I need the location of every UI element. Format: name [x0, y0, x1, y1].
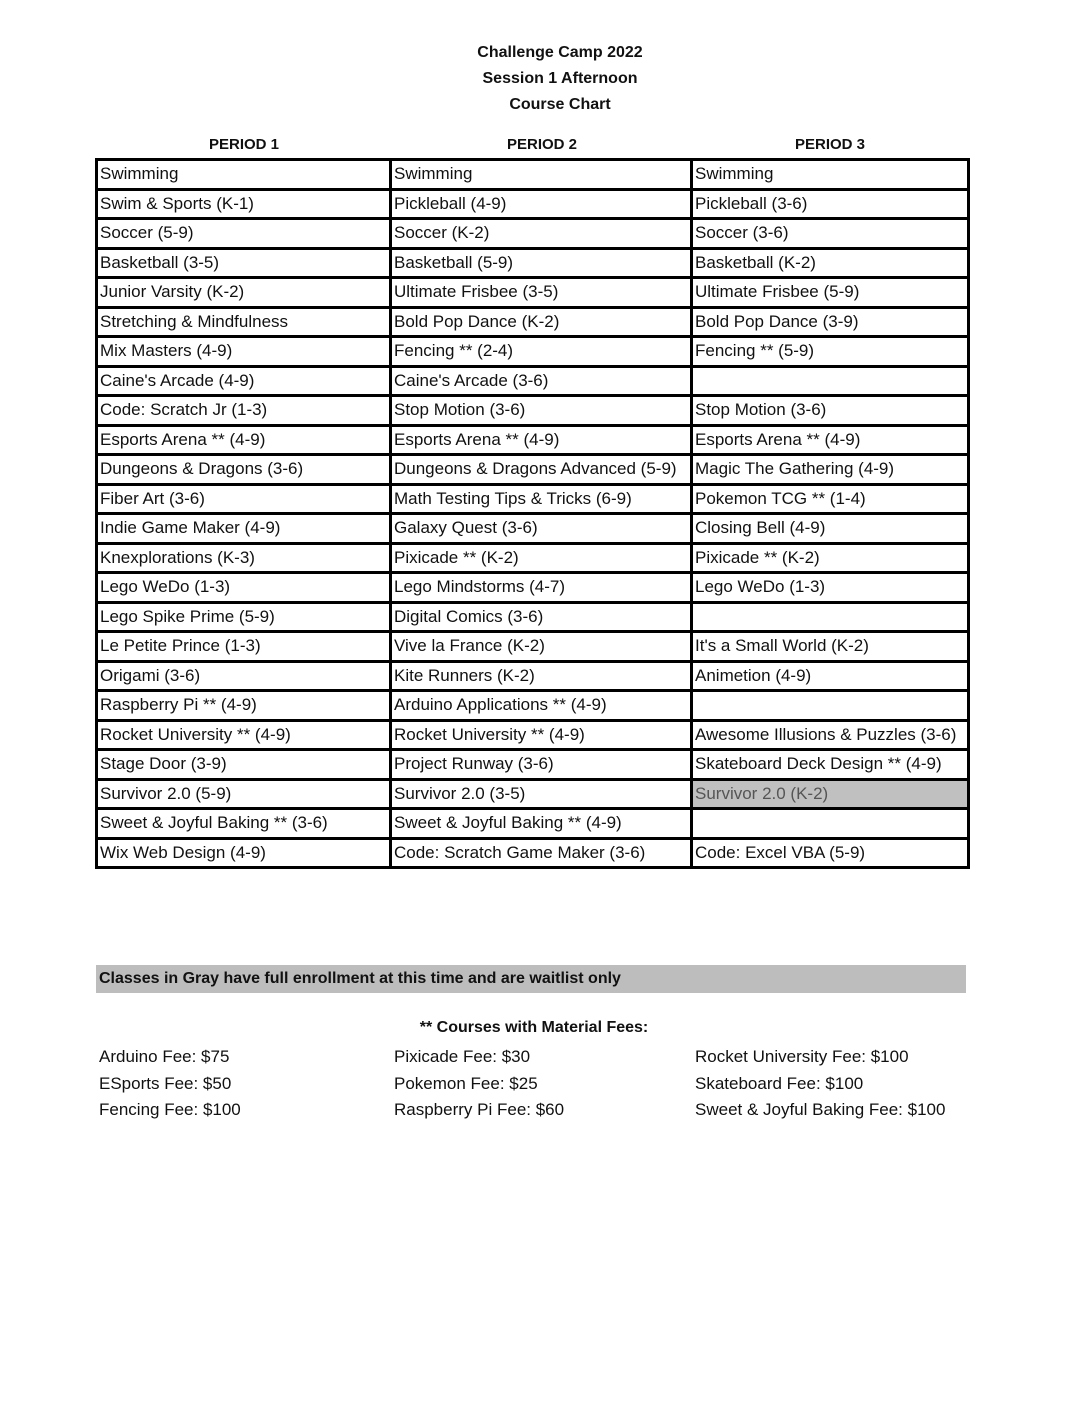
course-cell: Lego WeDo (1-3): [97, 573, 391, 603]
course-cell: Code: Scratch Game Maker (3-6): [391, 838, 692, 868]
course-cell: Animetion (4-9): [692, 661, 969, 691]
course-row: [97, 278, 969, 308]
course-cell: Pokemon TCG ** (1-4): [692, 484, 969, 514]
course-cell: Esports Arena ** (4-9): [391, 425, 692, 455]
course-cell: Le Petite Prince (1-3): [97, 632, 391, 662]
period-2-header: PERIOD 2: [506, 136, 578, 153]
course-cell: Mix Masters (4-9): [97, 337, 391, 367]
course-cell: Bold Pop Dance (3-9): [692, 307, 969, 337]
course-table: [95, 158, 970, 869]
course-row: [97, 573, 969, 603]
course-cell: Origami (3-6): [97, 661, 391, 691]
course-cell: Esports Arena ** (4-9): [692, 425, 969, 455]
course-cell: Swimming: [391, 160, 692, 190]
course-cell: Indie Game Maker (4-9): [97, 514, 391, 544]
waitlist-notice: Classes in Gray have full enrollment at this time and are waitlist only: [96, 965, 966, 993]
course-cell: Code: Scratch Jr (1-3): [97, 396, 391, 426]
course-cell: Pixicade ** (K-2): [692, 543, 969, 573]
course-row: [97, 396, 969, 426]
course-cell: Soccer (5-9): [97, 219, 391, 249]
course-cell: Dungeons & Dragons (3-6): [97, 455, 391, 485]
course-row: [97, 691, 969, 721]
course-cell: Basketball (3-5): [97, 248, 391, 278]
course-row: [97, 219, 969, 249]
course-cell: Ultimate Frisbee (5-9): [692, 278, 969, 308]
course-cell: Stage Door (3-9): [97, 750, 391, 780]
course-cell: Dungeons & Dragons Advanced (5-9): [391, 455, 692, 485]
fee-item: Rocket University Fee: $100: [695, 1047, 909, 1066]
fee-item: ESports Fee: $50: [99, 1073, 232, 1093]
course-cell: Ultimate Frisbee (3-5): [391, 278, 692, 308]
fee-item: Pixicade Fee: $30: [394, 1047, 531, 1066]
course-cell: [692, 366, 969, 396]
fees-title: ** Courses with Material Fees:: [419, 1019, 649, 1036]
course-cell: Fiber Art (3-6): [97, 484, 391, 514]
fee-item: Fencing Fee: $100: [99, 1100, 241, 1119]
course-cell: Lego Mindstorms (4-7): [391, 573, 692, 603]
course-cell: Skateboard Deck Design ** (4-9): [692, 750, 969, 780]
course-cell: Digital Comics (3-6): [391, 602, 692, 632]
course-row: [97, 425, 969, 455]
fees-column-3: [695, 1044, 945, 1124]
course-cell: Pickleball (4-9): [391, 189, 692, 219]
course-row: [97, 366, 969, 396]
course-cell: [692, 809, 969, 839]
course-cell: Stop Motion (3-6): [692, 396, 969, 426]
course-row: [97, 632, 969, 662]
course-cell: It's a Small World (K-2): [692, 632, 969, 662]
course-cell: Lego WeDo (1-3): [692, 573, 969, 603]
course-row: [97, 484, 969, 514]
fee-item: Pokemon Fee: $25: [394, 1073, 538, 1093]
course-row: [97, 779, 969, 809]
course-cell: Bold Pop Dance (K-2): [391, 307, 692, 337]
course-cell: [692, 691, 969, 721]
course-cell: Knexplorations (K-3): [97, 543, 391, 573]
course-cell: Project Runway (3-6): [391, 750, 692, 780]
title-line-2: Session 1 Afternoon: [482, 70, 638, 87]
course-cell: Rocket University ** (4-9): [391, 720, 692, 750]
fee-item: Sweet & Joyful Baking Fee: $100: [695, 1100, 946, 1119]
course-cell: Galaxy Quest (3-6): [391, 514, 692, 544]
course-row: [97, 160, 969, 190]
course-cell: Caine's Arcade (3-6): [391, 366, 692, 396]
course-row: [97, 307, 969, 337]
course-cell: Pixicade ** (K-2): [391, 543, 692, 573]
course-cell: Lego Spike Prime (5-9): [97, 602, 391, 632]
course-cell: Soccer (3-6): [692, 219, 969, 249]
course-cell: Fencing ** (5-9): [692, 337, 969, 367]
course-cell: Survivor 2.0 (3-5): [391, 779, 692, 809]
course-cell: Wix Web Design (4-9): [97, 838, 391, 868]
course-cell: Caine's Arcade (4-9): [97, 366, 391, 396]
course-cell: Fencing ** (2-4): [391, 337, 692, 367]
period-headers: [96, 136, 970, 158]
course-row: [97, 337, 969, 367]
course-row: [97, 838, 969, 868]
course-cell: Sweet & Joyful Baking ** (4-9): [391, 809, 692, 839]
course-cell: Survivor 2.0 (5-9): [97, 779, 391, 809]
course-row: [97, 455, 969, 485]
period-3-header: PERIOD 3: [794, 136, 866, 153]
course-cell: Swimming: [97, 160, 391, 190]
course-cell: Arduino Applications ** (4-9): [391, 691, 692, 721]
course-row: [97, 750, 969, 780]
course-row: [97, 809, 969, 839]
course-table-body: [97, 160, 969, 868]
title-line-1: Challenge Camp 2022: [477, 44, 643, 61]
fees-column-2: [394, 1044, 564, 1124]
course-cell: Awesome Illusions & Puzzles (3-6): [692, 720, 969, 750]
course-row: [97, 661, 969, 691]
course-cell: Swim & Sports (K-1): [97, 189, 391, 219]
course-row: [97, 602, 969, 632]
course-cell: Code: Excel VBA (5-9): [692, 838, 969, 868]
course-cell: [692, 602, 969, 632]
course-row: [97, 514, 969, 544]
course-row: [97, 720, 969, 750]
course-cell: Soccer (K-2): [391, 219, 692, 249]
document-title: [0, 40, 1088, 118]
course-cell: Pickleball (3-6): [692, 189, 969, 219]
course-cell: Vive la France (K-2): [391, 632, 692, 662]
course-cell: Stop Motion (3-6): [391, 396, 692, 426]
course-cell: Esports Arena ** (4-9): [97, 425, 391, 455]
course-cell: Math Testing Tips & Tricks (6-9): [391, 484, 692, 514]
course-cell: Junior Varsity (K-2): [97, 278, 391, 308]
course-row: [97, 543, 969, 573]
fees-column-1: [99, 1044, 241, 1124]
course-cell: Swimming: [692, 160, 969, 190]
course-cell: Rocket University ** (4-9): [97, 720, 391, 750]
course-cell: Basketball (5-9): [391, 248, 692, 278]
course-cell: Closing Bell (4-9): [692, 514, 969, 544]
period-1-header: PERIOD 1: [208, 136, 280, 153]
fee-item: Arduino Fee: $75: [99, 1047, 230, 1066]
fee-item: Raspberry Pi Fee: $60: [394, 1100, 565, 1119]
course-cell: Basketball (K-2): [692, 248, 969, 278]
course-cell: Kite Runners (K-2): [391, 661, 692, 691]
course-row: [97, 189, 969, 219]
course-row: [97, 248, 969, 278]
course-cell: Sweet & Joyful Baking ** (3-6): [97, 809, 391, 839]
course-cell: Survivor 2.0 (K-2): [692, 779, 969, 809]
course-cell: Raspberry Pi ** (4-9): [97, 691, 391, 721]
fee-item: Skateboard Fee: $100: [695, 1073, 864, 1093]
course-cell: Stretching & Mindfulness: [97, 307, 391, 337]
title-line-3: Course Chart: [509, 96, 611, 113]
course-cell: Magic The Gathering (4-9): [692, 455, 969, 485]
